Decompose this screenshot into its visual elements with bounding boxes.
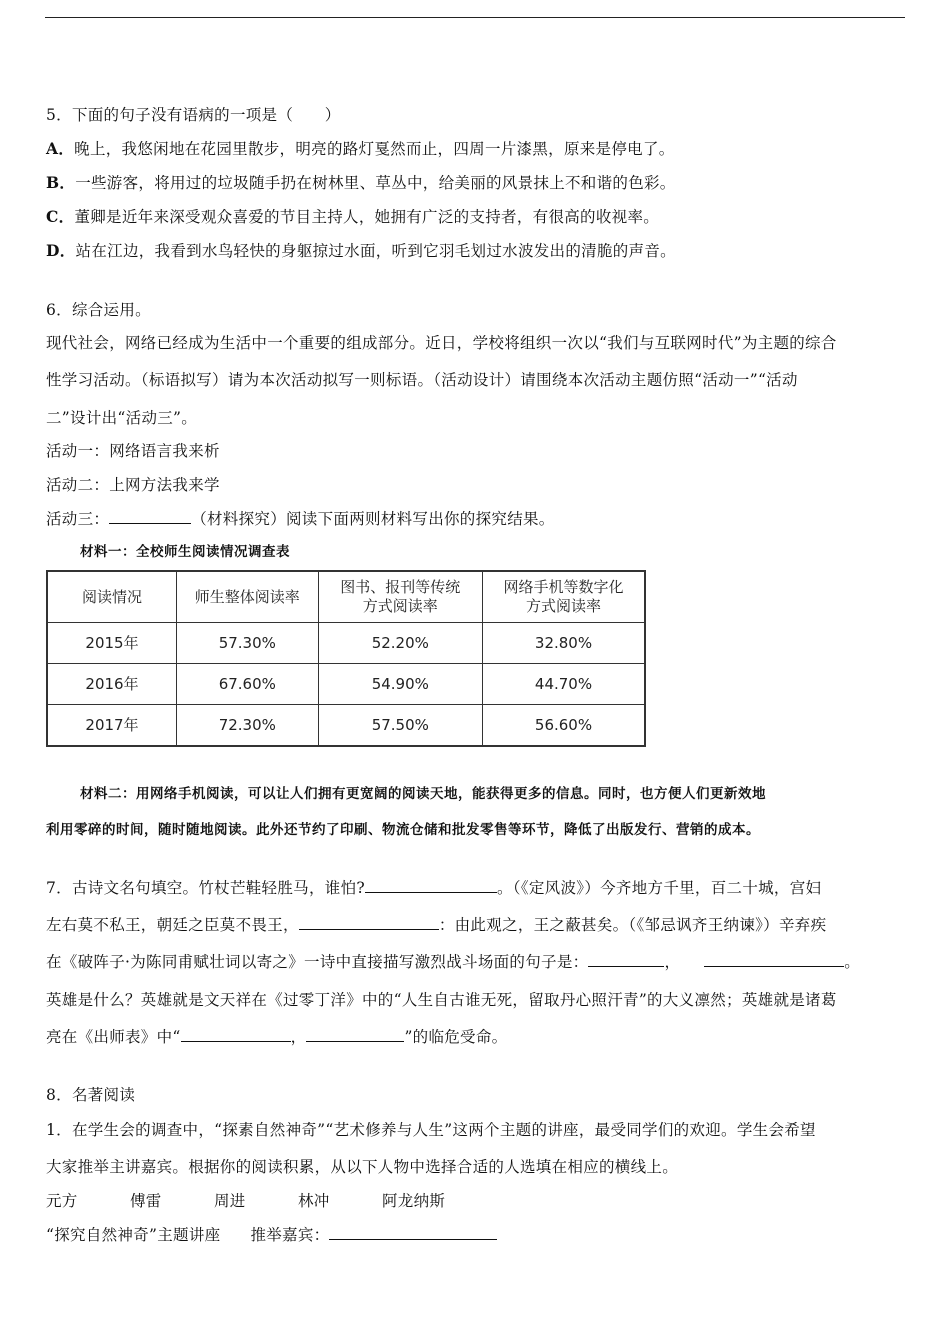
q7-line-1 <box>46 876 821 898</box>
header-text: 阅读情况 <box>82 587 143 606</box>
option-letter: B． <box>46 173 76 192</box>
material-2-line-2: 利用零碎的时间，随时随地阅读。此外还节约了印刷、物流仓储和批发零售等环节，降低了出版发行、营销的成本。 <box>46 822 760 838</box>
name-option: 阿龙纳斯 <box>382 1192 446 1210</box>
q5-option-c <box>46 205 659 227</box>
name-option: 周进 <box>214 1192 246 1210</box>
q7-text: 左右莫不私王，朝廷之臣莫不畏王， <box>46 916 299 934</box>
header-text: 网络手机等数字化 <box>503 578 624 596</box>
q5-option-b <box>46 171 676 193</box>
q5-option-d <box>46 239 676 261</box>
table-cell: 72.30% <box>177 705 319 747</box>
table-cell: 32.80% <box>483 623 645 664</box>
q6-title: 6．综合运用。 <box>46 301 151 319</box>
material-2-line-1: 材料二：用网络手机阅读，可以让人们拥有更宽阔的阅读天地，能获得更多的信息。同时，也方便人们更新效地 <box>80 786 766 802</box>
activity-3-suffix: （材料探究）阅读下面两则材料写出你的探究结果。 <box>191 510 555 528</box>
table-row <box>47 623 645 664</box>
q6-activity-3 <box>46 507 555 529</box>
activity-3-prefix: 活动三： <box>46 510 110 528</box>
q6-para-line-3: 二”设计出“活动三”。 <box>46 409 198 427</box>
q5-stem: 5．下面的句子没有语病的一项是（ ） <box>46 106 341 124</box>
table-header-cell <box>47 571 177 623</box>
table-cell: 67.60% <box>177 664 319 705</box>
table-cell: 2015年 <box>47 623 177 664</box>
topic-label: “探究自然神奇”主题讲座 <box>46 1226 221 1244</box>
name-option: 林冲 <box>298 1192 330 1210</box>
answer-blank[interactable] <box>306 1027 404 1042</box>
name-option: 元方 <box>46 1192 78 1210</box>
q8-sub1-line-1: 1．在学生会的调查中，“探素自然神奇”“艺术修养与人生”这两个主题的讲座，最受同学们的欢迎。学生会希望 <box>46 1121 816 1139</box>
material-1-title: 材料一：全校师生阅读情况调查表 <box>80 544 290 560</box>
answer-blank[interactable] <box>588 952 664 967</box>
header-text: 方式阅读率 <box>526 597 602 615</box>
answer-blank[interactable] <box>365 878 497 893</box>
option-text: 董卿是近年来深受观众喜爱的节目主持人，她拥有广泛的支持者，有很高的收视率。 <box>74 208 660 226</box>
option-letter: D． <box>46 241 76 260</box>
option-letter: A． <box>46 139 75 158</box>
q7-line-5 <box>46 1025 507 1047</box>
option-text: 站在江边，我看到水鸟轻快的身躯掠过水面，听到它羽毛划过水波发出的清脆的声音。 <box>75 242 676 260</box>
q6-para-line-1: 现代社会，网络已经成为生活中一个重要的组成部分。近日，学校将组织一次以“我们与互联网时代”为主题的综合 <box>46 334 837 352</box>
q7-line-2 <box>46 913 826 935</box>
header-rule <box>45 17 905 18</box>
table-cell: 44.70% <box>483 664 645 705</box>
table-cell: 57.30% <box>177 623 319 664</box>
q6-activity-1: 活动一：网络语言我来析 <box>46 442 220 460</box>
option-text: 晚上，我悠闲地在花园里散步，明亮的路灯戛然而止，四周一片漆黑，原来是停电了。 <box>74 140 675 158</box>
answer-blank[interactable] <box>109 509 191 524</box>
q8-name-list <box>46 1189 445 1211</box>
q7-text: 7．古诗文名句填空。竹杖芒鞋轻胜马，谁怕? <box>46 879 365 897</box>
table-header-cell <box>483 571 645 623</box>
table-row <box>47 664 645 705</box>
table-cell: 56.60% <box>483 705 645 747</box>
option-text: 一些游客，将用过的垃圾随手扔在树林里、草丛中，给美丽的风景抹上不和谐的色彩。 <box>75 174 676 192</box>
q7-text: ， <box>664 953 681 971</box>
q5-option-a <box>46 137 675 159</box>
q6-para-line-2: 性学习活动。（标语拟写）请为本次活动拟写一则标语。（活动设计）请围绕本次活动主题仿照“活动一”“活动 <box>46 371 798 389</box>
table-header-cell <box>177 571 319 623</box>
q8-sub1-line-2: 大家推举主讲嘉宾。根据你的阅读积累，从以下人物中选择合适的人选填在相应的横线上。 <box>46 1158 679 1176</box>
table-row <box>47 705 645 747</box>
q7-text: 亮在《出师表》中“ <box>46 1028 181 1046</box>
reading-survey-table <box>46 570 646 747</box>
option-letter: C． <box>46 207 75 226</box>
name-option: 傅雷 <box>130 1192 162 1210</box>
table-header-cell <box>318 571 482 623</box>
q6-activity-2: 活动二：上网方法我来学 <box>46 476 220 494</box>
table-header-row <box>47 571 645 623</box>
table-cell: 54.90% <box>318 664 482 705</box>
table-cell: 52.20% <box>318 623 482 664</box>
q7-line-3 <box>46 950 860 972</box>
q8-topic-line <box>46 1223 497 1245</box>
q8-title: 8．名著阅读 <box>46 1086 136 1104</box>
header-text: 图书、报刊等传统 <box>340 578 461 596</box>
q7-text: 在《破阵子·为陈同甫赋壮词以寄之》一诗中直接描写激烈战斗场面的句子是： <box>46 953 589 971</box>
recommend-label: 推举嘉宾： <box>250 1226 330 1244</box>
table-cell: 57.50% <box>318 705 482 747</box>
answer-blank[interactable] <box>329 1225 497 1240</box>
answer-blank[interactable] <box>181 1027 291 1042</box>
q7-text: 。 <box>844 953 861 971</box>
q7-text: 。（《定风波》）今齐地方千里，百二十城，宫妇 <box>496 879 822 897</box>
header-text: 方式阅读率 <box>362 597 438 615</box>
answer-blank[interactable] <box>299 915 439 930</box>
q7-text: ， <box>290 1028 307 1046</box>
answer-blank[interactable] <box>704 952 844 967</box>
table-cell: 2017年 <box>47 705 177 747</box>
q7-text: ：由此观之，王之蔽甚矣。（《邹忌讽齐王纳谏》）辛弃疾 <box>438 916 827 934</box>
table-cell: 2016年 <box>47 664 177 705</box>
q7-text: ”的临危受命。 <box>404 1028 508 1046</box>
header-text: 师生整体阅读率 <box>194 587 300 606</box>
q7-line-4: 英雄是什么？英雄就是文天祥在《过零丁洋》中的“人生自古谁无死，留取丹心照汗青”的大义凛然；英雄就是诸葛 <box>46 991 837 1009</box>
